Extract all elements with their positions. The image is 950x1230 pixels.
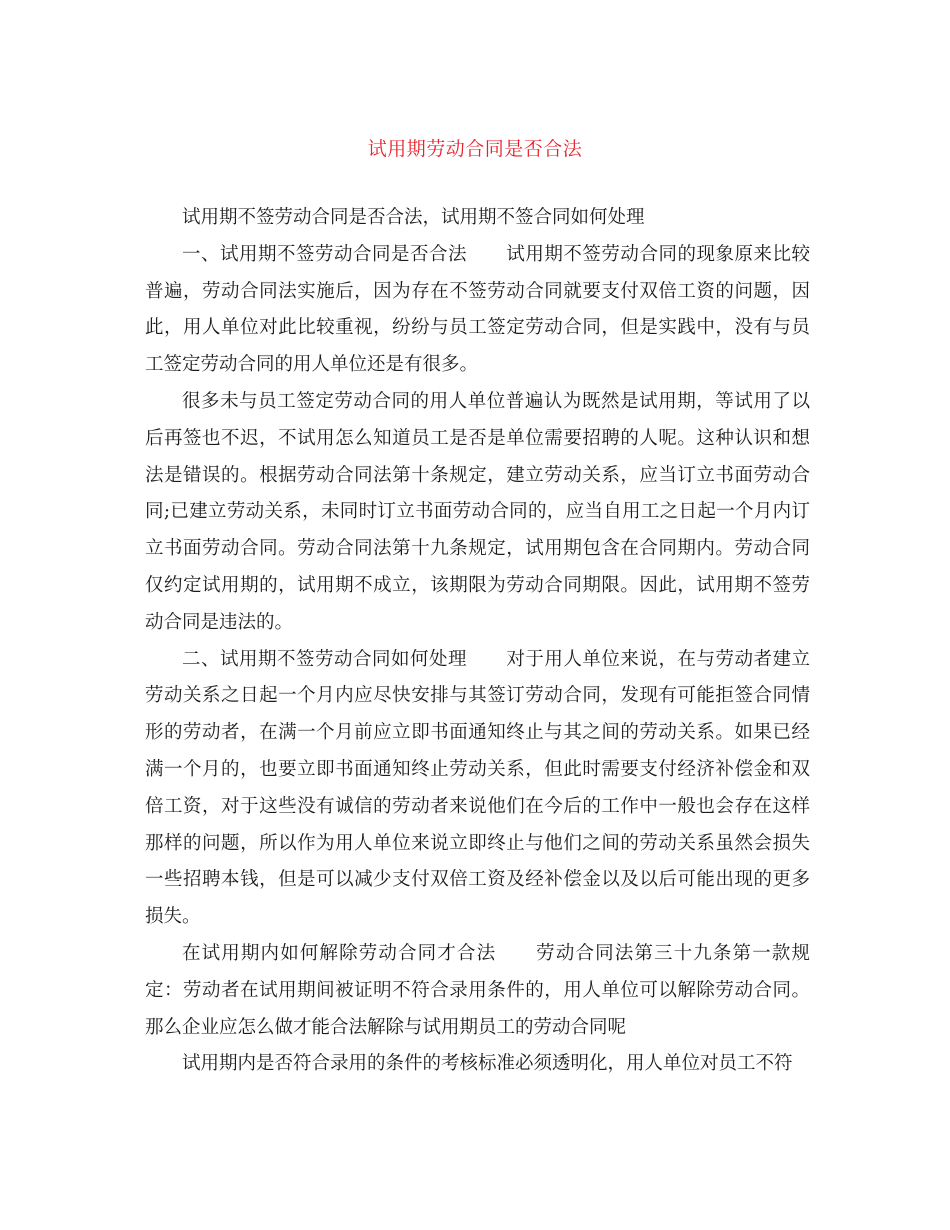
paragraph-text: 试用期不签劳动合同的现象原来比较普遍，劳动合同法实施后，因为存在不签劳动合同就要支付双倍工资的问题，因此，用人单位对此比较重视，纷纷与员工签定劳动合同，但是实践中，没有与员工签定劳动合同的用人单位还是有很多。 — [145, 243, 810, 376]
paragraph-section-2 — [145, 642, 810, 936]
section-heading: 在试用期内如何解除劳动合同才合法 — [182, 942, 497, 964]
paragraph-section-1 — [145, 237, 810, 384]
paragraph-text: 试用期内是否符合录用的条件的考核标准必须透明化，用人单位对员工不符 — [182, 1053, 793, 1075]
paragraph-text: 试用期不签劳动合同是否合法，试用期不签合同如何处理 — [182, 207, 645, 228]
section-heading: 二、试用期不签劳动合同如何处理 — [182, 648, 468, 670]
document-title: 试用期劳动合同是否合法 — [367, 138, 583, 160]
paragraph-section-3 — [145, 936, 810, 1046]
paragraph-explanation — [145, 384, 810, 642]
paragraph-text: 劳动合同法第三十九条第一款规定：劳动者在试用期间被证明不符合录用条件的，用人单位可以解除劳动合同。那么企业应怎么做才能合法解除与试用期员工的劳动合同呢 — [145, 942, 810, 1038]
paragraph-text: 很多未与员工签定劳动合同的用人单位普遍认为既然是试用期，等试用了以后再签也不迟，不试用怎么知道员工是否是单位需要招聘的人呢。这种认识和想法是错误的。根据劳动合同法第十条规定，建立劳动关系，应当订立书面劳动合同;已建立劳动关系，未同时订立书面劳动合同的，应当自用工之日起一个月内订立书面劳动合同。劳动合同法第十九条规定，试用期包含在合同期内。劳动合同仅约定试用期的，试用期不成立，该期限为劳动合同期限。因此，试用期不签劳动合同是违法的。 — [145, 390, 810, 633]
paragraph-truncated — [145, 1046, 810, 1083]
paragraph-text: 对于用人单位来说，在与劳动者建立劳动关系之日起一个月内应尽快安排与其签订劳动合同，发现有可能拒签合同情形的劳动者，在满一个月前应立即书面通知终止与其之间的劳动关系。如果已经满一个月的，也要立即书面通知终止劳动关系，但此时需要支付经济补偿金和双倍工资，对于这些没有诚信的劳动者来说他们在今后的工作中一般也会存在这样那样的问题，所以作为用人单位来说立即终止与他们之间的劳动关系虽然会损失一些招聘本钱，但是可以减少支付双倍工资及经补偿金以及以后可能出现的更多损失。 — [145, 648, 810, 928]
paragraph-intro — [145, 200, 810, 237]
document-body — [145, 200, 810, 1083]
section-heading: 一、试用期不签劳动合同是否合法 — [182, 243, 468, 265]
